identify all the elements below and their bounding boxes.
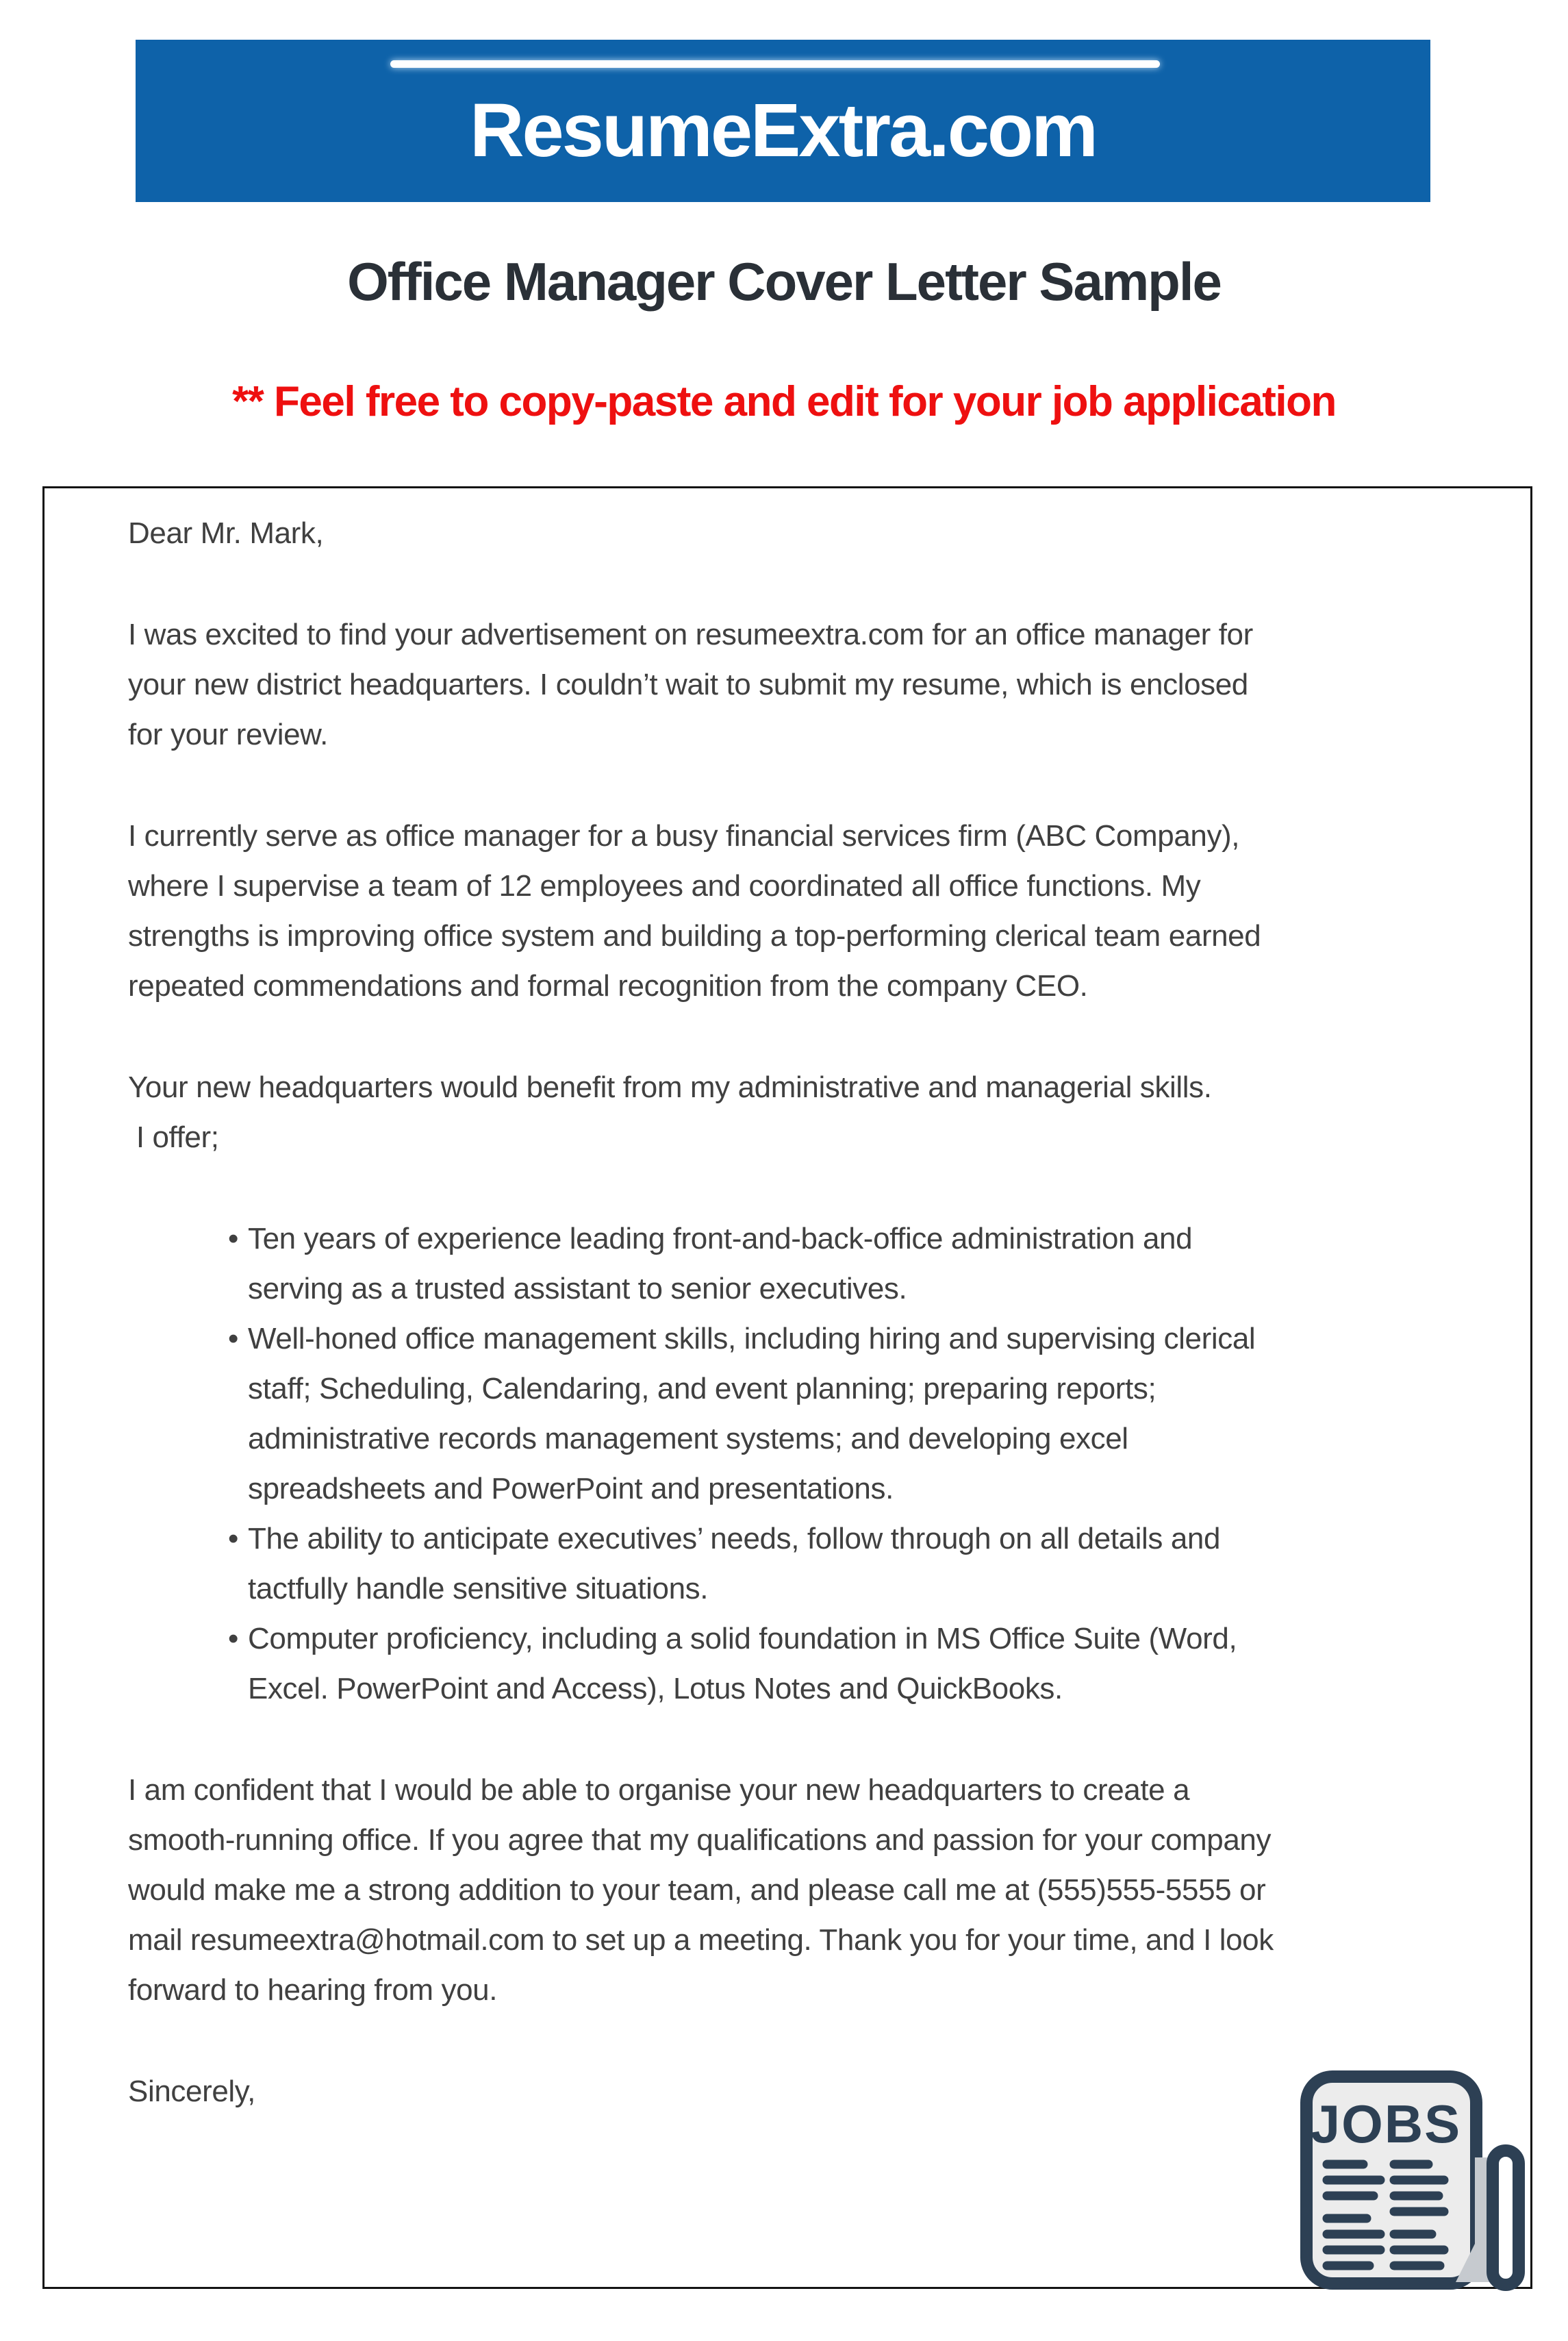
brand-banner xyxy=(136,40,1430,202)
letter-line: Your new headquarters would benefit from my administrative and managerial skills. xyxy=(128,1071,1212,1104)
bullet-text xyxy=(248,1314,1400,1514)
bullet-item-office-skills xyxy=(128,1314,1400,1514)
jobs-newspaper-icon xyxy=(1298,2068,1526,2301)
letter-line: I was excited to find your advertisement on resumeextra.com for an office manager for xyxy=(128,618,1253,651)
letter-box xyxy=(42,486,1532,2289)
letter-line: I offer; xyxy=(128,1121,219,1154)
bullet-marker: • xyxy=(228,1322,239,1355)
bullet-item-anticipate-needs xyxy=(128,1514,1400,1614)
letter-line: forward to hearing from you. xyxy=(128,1973,498,2007)
letter-line: smooth-running office. If you agree that my qualifications and passion for your company xyxy=(128,1823,1272,1857)
letter-line: spreadsheets and PowerPoint and presentations. xyxy=(248,1472,894,1505)
text-bars-right xyxy=(1394,2164,1444,2266)
paragraph-intro xyxy=(128,610,1400,760)
paragraph-offer-lead xyxy=(128,1062,1400,1162)
letter-line: repeated commendations and formal recognition from the company CEO. xyxy=(128,969,1088,1003)
bullet-marker: • xyxy=(228,1522,239,1555)
banner-divider-line xyxy=(390,60,1160,68)
letter-line: The ability to anticipate executives’ needs, follow through on all details and xyxy=(248,1522,1221,1555)
letter-line: Dear Mr. Mark, xyxy=(128,516,324,550)
jobs-headline: JOBS xyxy=(1310,2094,1462,2154)
copy-paste-note: ** Feel free to copy-paste and edit for your job application xyxy=(232,378,1336,425)
letter-line: strengths is improving office system and building a top-performing clerical team earned xyxy=(128,919,1261,953)
letter-line: Ten years of experience leading front-and-back-office administration and xyxy=(248,1222,1193,1255)
letter-line: staff; Scheduling, Calendaring, and event planning; preparing reports; xyxy=(248,1372,1156,1405)
bullet-text xyxy=(248,1514,1400,1614)
letter-line: serving as a trusted assistant to senior executives. xyxy=(248,1272,907,1305)
greeting xyxy=(128,508,1400,558)
letter-line: your new district headquarters. I couldn’t wait to submit my resume, which is enclosed xyxy=(128,668,1248,701)
letter-line: would make me a strong addition to your team, and please call me at (555)555-5555 or xyxy=(128,1873,1266,1907)
bullet-text xyxy=(248,1214,1400,1314)
letter-line: Excel. PowerPoint and Access), Lotus Notes and QuickBooks. xyxy=(248,1672,1063,1705)
bullet-marker: • xyxy=(228,1222,239,1255)
letter-line: Sincerely, xyxy=(128,2075,255,2108)
letter-line: for your review. xyxy=(128,718,328,751)
paragraph-closing xyxy=(128,1765,1400,2015)
paragraph-current-role xyxy=(128,811,1400,1011)
brand-logo: ResumeExtra.com xyxy=(470,88,1096,173)
letter-line: I currently serve as office manager for a busy financial services firm (ABC Company), xyxy=(128,819,1240,853)
page-title: Office Manager Cover Letter Sample xyxy=(347,251,1221,312)
bullet-item-computer-proficiency xyxy=(128,1614,1400,1714)
letter-line: Computer proficiency, including a solid foundation in MS Office Suite (Word, xyxy=(248,1622,1237,1655)
page-roll xyxy=(1493,2151,1519,2285)
bullet-item-experience xyxy=(128,1214,1400,1314)
letter-line: administrative records management systems; and developing excel xyxy=(248,1422,1128,1455)
bullet-marker: • xyxy=(228,1622,239,1655)
letter-line: mail resumeextra@hotmail.com to set up a meeting. Thank you for your time, and I look xyxy=(128,1923,1274,1957)
letter-line: Well-honed office management skills, including hiring and supervising clerical xyxy=(248,1322,1256,1355)
bullet-text xyxy=(248,1614,1400,1714)
letter-line: tactfully handle sensitive situations. xyxy=(248,1572,709,1605)
qualification-bullet-list xyxy=(128,1214,1400,1714)
letter-line: I am confident that I would be able to organise your new headquarters to create a xyxy=(128,1773,1190,1807)
letter-line: where I supervise a team of 12 employees and coordinated all office functions. My xyxy=(128,869,1201,903)
signoff xyxy=(128,2066,1400,2116)
